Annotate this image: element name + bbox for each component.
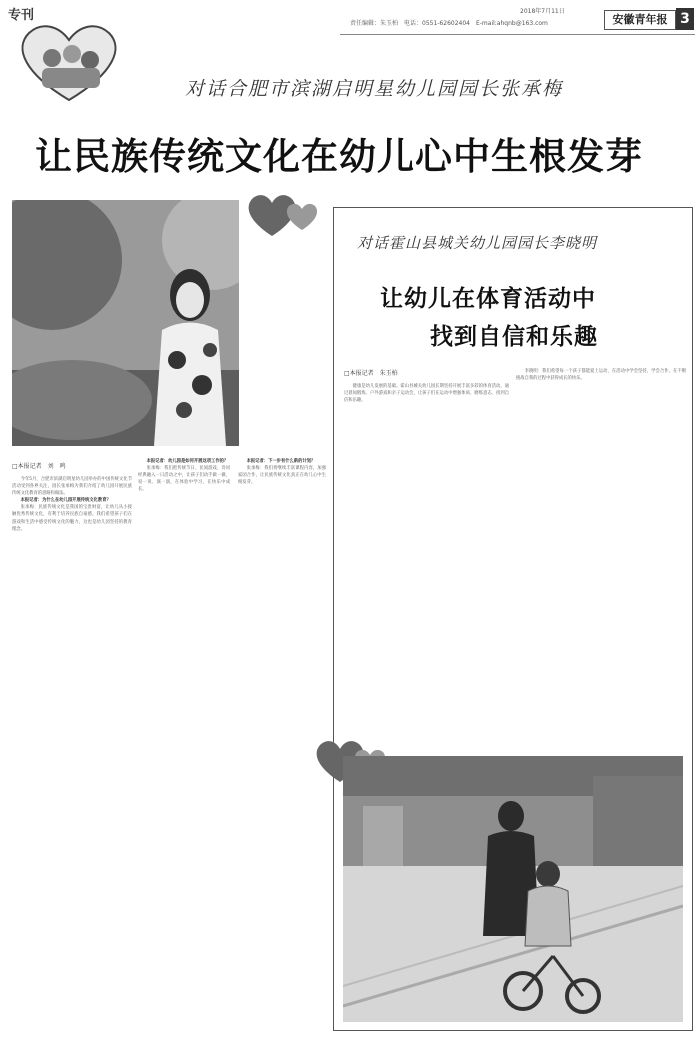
newspaper-name: 安徽青年报 — [604, 10, 676, 30]
side-article-column-1 — [344, 383, 509, 755]
issue-date: 2018年7月11日 — [520, 8, 565, 15]
child-bicycle-photo — [343, 756, 683, 1022]
main-article-column-1 — [12, 476, 132, 1036]
section-label: 专刊 — [8, 8, 35, 23]
side-article-column-2 — [516, 368, 686, 755]
main-question: 本报记者：为什么在幼儿园开展传统文化教育？ — [20, 498, 111, 504]
heart-children-icon — [14, 18, 124, 104]
main-headline: 让民族传统文化在幼儿心中生根发芽 — [35, 134, 643, 178]
heart-decoration-icon — [244, 190, 324, 242]
main-article-column-2 — [138, 458, 230, 1036]
main-question: 本报记者：幼儿园是如何开展这项工作的？ — [146, 459, 229, 464]
editor-contact: 责任编辑：朱玉柏 电话：0551-62602404 E-mail:ahqnb@163.com — [350, 20, 548, 27]
main-paragraph: 今年5月，合肥市滨湖启明星幼儿园举办的中国传统文化节活动受到各界关注，园长张承梅为我们介绍了幼儿园开展民族传统文化教育的思路和做法。 — [12, 477, 132, 497]
side-headline-line-1: 让幼儿在体育活动中 — [380, 285, 596, 312]
top-rule — [340, 34, 695, 35]
main-subtitle: 对话合肥市滨湖启明星幼儿园园长张承梅 — [185, 78, 564, 100]
teacher-photo — [12, 200, 239, 446]
side-headline-line-2: 找到自信和乐趣 — [430, 323, 598, 350]
main-paragraph: 张承梅：我们将继续丰富课程内容，加强家园合作，让民族传统文化真正在幼儿心中生根发芽。 — [238, 466, 326, 486]
side-paragraph: 李晓明：我们希望每一个孩子都能爱上运动，在活动中学会坚持，学会合作，在不断挑战自我的过程中获得成长的快乐。 — [516, 369, 686, 382]
page-number: 3 — [676, 8, 694, 30]
side-subtitle: 对话霍山县城关幼儿园园长李晓明 — [357, 234, 598, 252]
side-byline: □本报记者 朱玉柏 — [344, 370, 398, 377]
main-paragraph: 张承梅：民族传统文化是我国的宝贵财富，让幼儿从小接触优秀传统文化，有利于培养民族自豪感。我们希望孩子们在游戏和生活中感受传统文化的魅力，这也是幼儿园坚持的教育理念。 — [12, 505, 132, 532]
main-paragraph: 张承梅：我们把传统节日、民间游戏、诗词经典融入一日活动之中，让孩子们动手做一做、说一说、演一演，在体验中学习，在快乐中成长。 — [138, 466, 230, 493]
main-byline: □本报记者 刘 鸣 — [12, 463, 66, 470]
main-question: 本报记者：下一步有什么新的计划？ — [246, 459, 316, 464]
side-paragraph: 健康是幼儿发展的基础。霍山县城关幼儿园长期坚持开展丰富多彩的体育活动，通过晨间锻炼、户外游戏和亲子运动会，让孩子们在运动中增强体质、磨练意志、找到自信和乐趣。 — [344, 384, 509, 404]
